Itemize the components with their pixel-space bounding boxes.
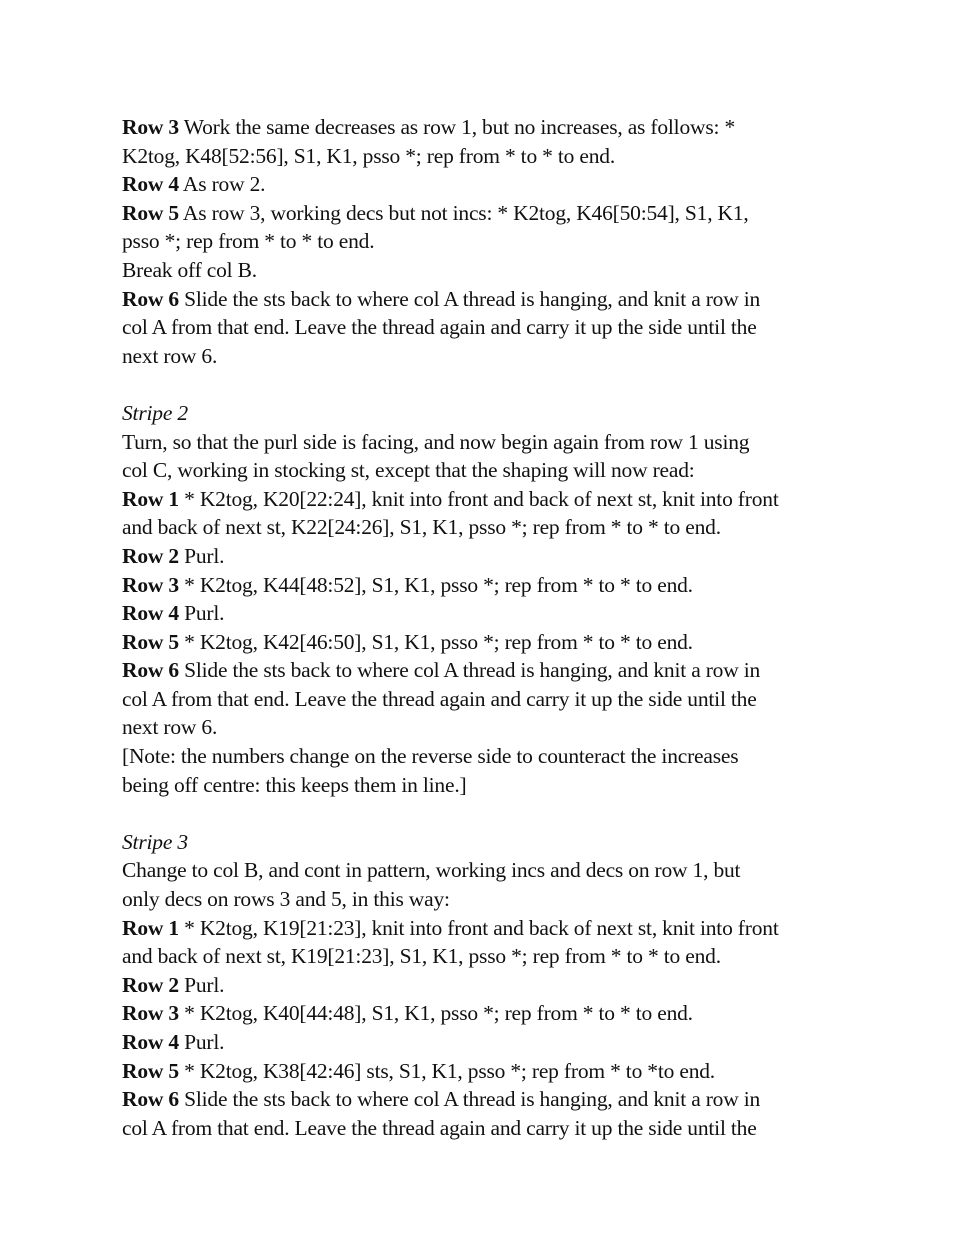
text-line — [122, 1085, 862, 1114]
row-label: Row 2 — [122, 972, 179, 997]
text-line — [122, 113, 862, 142]
text-line — [122, 713, 862, 742]
row-instruction: next row 6. — [122, 715, 218, 740]
row-label: Row 3 — [122, 1001, 179, 1026]
row-label: Row 4 — [122, 1030, 179, 1054]
row-instruction: * K2tog, K19[21:23], knit into front and back of next st, knit into front — [178, 915, 779, 940]
row-instruction: psso *; rep from * to * to end. — [122, 229, 375, 254]
text-line — [122, 170, 862, 199]
pattern-text — [122, 113, 862, 1142]
row-instruction: Slide the sts back to where col A thread is hanging, and knit a row in — [178, 1087, 761, 1112]
row-instruction: As row 2. — [178, 172, 266, 197]
text-line — [122, 771, 862, 800]
text-line — [122, 227, 862, 256]
row-label: Row 5 — [122, 629, 179, 654]
stripe-heading: Stripe 2 — [122, 400, 188, 425]
text-line — [122, 599, 862, 628]
row-instruction: * K2tog, K40[44:48], S1, K1, psso *; rep from * to * to end. — [178, 1001, 693, 1026]
row-label: Row 1 — [122, 915, 179, 940]
row-label: Row 1 — [122, 486, 179, 511]
text-line — [122, 256, 862, 285]
row-instruction: and back of next st, K22[24:26], S1, K1, psso *; rep from * to * to end. — [122, 515, 721, 540]
row-instruction: * K2tog, K42[46:50], S1, K1, psso *; rep from * to * to end. — [178, 629, 693, 654]
text-line — [122, 456, 862, 485]
text-line — [122, 856, 862, 885]
row-instruction: Turn, so that the purl side is facing, and now begin again from row 1 using — [122, 429, 750, 454]
row-instruction: Purl. — [178, 543, 225, 568]
text-line — [122, 342, 862, 371]
row-instruction: next row 6. — [122, 343, 218, 368]
row-instruction: Slide the sts back to where col A thread is hanging, and knit a row in — [178, 286, 761, 311]
row-instruction: only decs on rows 3 and 5, in this way: — [122, 887, 450, 912]
row-instruction: col A from that end. Leave the thread again and carry it up the side until the — [122, 1115, 757, 1140]
row-instruction: * K2tog, K44[48:52], S1, K1, psso *; rep from * to * to end. — [178, 572, 693, 597]
text-line — [122, 685, 862, 714]
row-label: Row 3 — [122, 115, 179, 139]
row-instruction: * K2tog, K20[22:24], knit into front and back of next st, knit into front — [178, 486, 779, 511]
row-instruction: and back of next st, K19[21:23], S1, K1, psso *; rep from * to * to end. — [122, 944, 721, 969]
row-instruction: Purl. — [178, 1030, 225, 1054]
text-line — [122, 971, 862, 1000]
row-instruction: Work the same decreases as row 1, but no increases, as follows: * — [178, 115, 735, 139]
row-instruction: being off centre: this keeps them in line.] — [122, 772, 467, 797]
row-instruction: Change to col B, and cont in pattern, working incs and decs on row 1, but — [122, 858, 741, 883]
section-heading — [122, 399, 862, 428]
row-label: Row 4 — [122, 601, 179, 626]
row-label: Row 2 — [122, 543, 179, 568]
row-label: Row 5 — [122, 1058, 179, 1083]
text-line — [122, 999, 862, 1028]
row-label: Row 6 — [122, 286, 179, 311]
row-instruction: [Note: the numbers change on the reverse side to counteract the increases — [122, 744, 739, 769]
row-label: Row 3 — [122, 572, 179, 597]
stripe-heading: Stripe 3 — [122, 829, 188, 854]
text-line — [122, 513, 862, 542]
row-instruction: Purl. — [178, 601, 225, 626]
text-line — [122, 199, 862, 228]
row-instruction: col C, working in stocking st, except that the shaping will now read: — [122, 458, 695, 483]
text-line — [122, 313, 862, 342]
text-line — [122, 285, 862, 314]
paragraph-spacer — [122, 370, 862, 399]
row-label: Row 6 — [122, 658, 179, 683]
row-instruction: col A from that end. Leave the thread again and carry it up the side until the — [122, 686, 757, 711]
text-line — [122, 142, 862, 171]
row-instruction: As row 3, working decs but not incs: * K2tog, K46[50:54], S1, K1, — [178, 200, 749, 225]
row-instruction: Break off col B. — [122, 257, 257, 282]
row-label: Row 6 — [122, 1087, 179, 1112]
text-line — [122, 571, 862, 600]
row-instruction: Slide the sts back to where col A thread is hanging, and knit a row in — [178, 658, 761, 683]
text-line — [122, 628, 862, 657]
text-line — [122, 1028, 862, 1057]
text-line — [122, 742, 862, 771]
text-line — [122, 428, 862, 457]
text-line — [122, 656, 862, 685]
text-line — [122, 1114, 862, 1143]
row-label: Row 4 — [122, 172, 179, 197]
text-line — [122, 1057, 862, 1086]
row-instruction: * K2tog, K38[42:46] sts, S1, K1, psso *; rep from * to *to end. — [178, 1058, 715, 1083]
section-heading — [122, 828, 862, 857]
row-label: Row 5 — [122, 200, 179, 225]
row-instruction: col A from that end. Leave the thread again and carry it up the side until the — [122, 315, 757, 340]
text-line — [122, 914, 862, 943]
text-line — [122, 485, 862, 514]
text-line — [122, 542, 862, 571]
text-line — [122, 885, 862, 914]
row-instruction: K2tog, K48[52:56], S1, K1, psso *; rep from * to * to end. — [122, 143, 616, 168]
row-instruction: Purl. — [178, 972, 225, 997]
paragraph-spacer — [122, 799, 862, 828]
text-line — [122, 942, 862, 971]
